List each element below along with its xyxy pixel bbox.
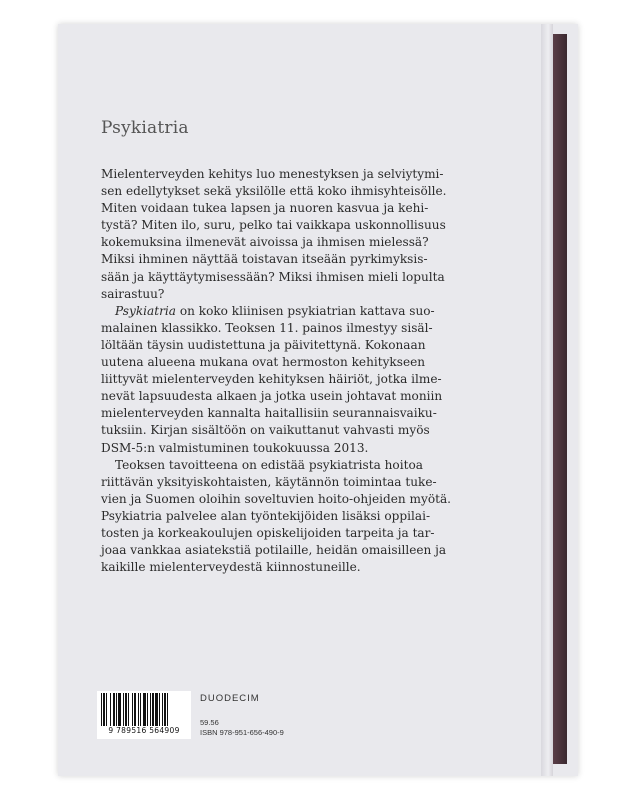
cover-hinge bbox=[541, 24, 553, 776]
blurb-line: Mielenterveyden kehitys luo menestyksen ja selviytymi- bbox=[101, 167, 444, 181]
barcode bbox=[97, 691, 191, 739]
book-title: Psykiatria bbox=[101, 118, 189, 138]
blurb-line: Teoksen tavoitteena on edistää psykiatrista hoitoa bbox=[115, 457, 423, 472]
blurb-paragraph-1 bbox=[101, 166, 521, 303]
barcode-bar bbox=[125, 693, 127, 727]
barcode-bar bbox=[140, 693, 141, 727]
blurb-line: mielenterveyden kannalta haitallisiin seurannaisvaiku- bbox=[101, 406, 437, 421]
barcode-bar bbox=[155, 693, 158, 727]
blurb-paragraph-3 bbox=[101, 457, 521, 577]
barcode-bar bbox=[147, 693, 148, 727]
blurb bbox=[101, 166, 521, 576]
barcode-bar bbox=[103, 693, 105, 727]
barcode-bar bbox=[150, 693, 151, 727]
title-italic: Psykiatria bbox=[115, 303, 176, 318]
barcode-bar bbox=[128, 693, 129, 727]
barcode-bar bbox=[116, 693, 117, 727]
blurb-line: malainen klassikko. Teoksen 11. painos ilmestyy sisäl- bbox=[101, 320, 433, 335]
barcode-bar bbox=[143, 693, 146, 727]
barcode-bar bbox=[164, 693, 166, 727]
barcode-bar bbox=[167, 693, 168, 727]
barcode-bar bbox=[101, 693, 102, 727]
blurb-line: sään ja käyttäytymisessään? Miksi ihmisen mieli lopulta bbox=[101, 269, 445, 284]
blurb-line: DSM-5:n valmistuminen toukokuussa 2013. bbox=[101, 440, 369, 455]
barcode-bar bbox=[152, 693, 154, 727]
blurb-line: kaikille mielenterveydestä kiinnostuneille. bbox=[101, 560, 361, 575]
barcode-bar bbox=[132, 693, 133, 727]
barcode-bar bbox=[138, 693, 139, 727]
blurb-line: uutena alueena mukana ovat hermoston kehitykseen bbox=[101, 355, 426, 370]
isbn: ISBN 978-951-656-490-9 bbox=[200, 728, 284, 737]
blurb-text: on koko kliinisen psykiatrian kattava suo- bbox=[175, 303, 435, 318]
blurb-line: Miksi ihminen näyttää toistavan itseään pyrkimyksis- bbox=[101, 252, 428, 267]
barcode-bar bbox=[159, 693, 160, 727]
blurb-line: joaa vankkaa asiatekstiä potilaille, heidän omaisilleen ja bbox=[101, 543, 447, 558]
blurb-line: sen edellytykset sekä yksilölle että koko ihmisyhteisölle. bbox=[101, 184, 447, 199]
class-number: 59.56 bbox=[200, 718, 219, 727]
barcode-digits: 9 789516 564909 bbox=[97, 726, 191, 735]
blurb-line: nevät lapsuudesta alkaen ja jotka usein johtavat moniin bbox=[101, 389, 443, 404]
blurb-line: tosten ja korkeakoulujen opiskelijoiden tarpeita ja tar- bbox=[101, 525, 435, 540]
blurb-line: tystä? Miten ilo, suru, pelko tai vaikkapa uskonnollisuus bbox=[101, 218, 446, 233]
blurb-line: Psykiatria palvelee alan työntekijöiden lisäksi oppilai- bbox=[101, 508, 431, 523]
blurb-line: liittyvät mielenterveyden kehityksen häiriöt, jotka ilme- bbox=[101, 372, 442, 387]
blurb-line bbox=[101, 303, 521, 320]
barcode-bars bbox=[97, 691, 191, 729]
blurb-line: riittävän yksityiskohtaisten, käytännön toimintaa tuke- bbox=[101, 474, 437, 489]
blurb-line: Miten voidaan tukea lapsen ja nuoren kasvua ja kehi- bbox=[101, 201, 429, 216]
publisher-name: DUODECIM bbox=[200, 693, 260, 704]
barcode-bar bbox=[162, 693, 163, 727]
blurb-line: kokemuksina ilmenevät aivoissa ja ihmisen mielessä? bbox=[101, 235, 429, 250]
barcode-bar bbox=[123, 693, 124, 727]
blurb-line: tuksiin. Kirjan sisältöön on vaikuttanut vahvasti myös bbox=[101, 423, 430, 438]
barcode-bar bbox=[134, 693, 136, 727]
barcode-bar bbox=[118, 693, 121, 727]
barcode-bar bbox=[106, 693, 107, 727]
barcode-bar bbox=[110, 693, 111, 727]
blurb-line: vien ja Suomen oloihin soveltuvien hoito-ohjeiden myötä. bbox=[101, 491, 452, 506]
blurb-line: sairastuu? bbox=[101, 286, 165, 301]
blurb-line: löltään täysin uudistettuna ja päivitettynä. Kokonaan bbox=[101, 337, 426, 352]
book-edge bbox=[553, 34, 567, 764]
barcode-bar bbox=[113, 693, 115, 727]
blurb-paragraph-2 bbox=[101, 303, 521, 457]
